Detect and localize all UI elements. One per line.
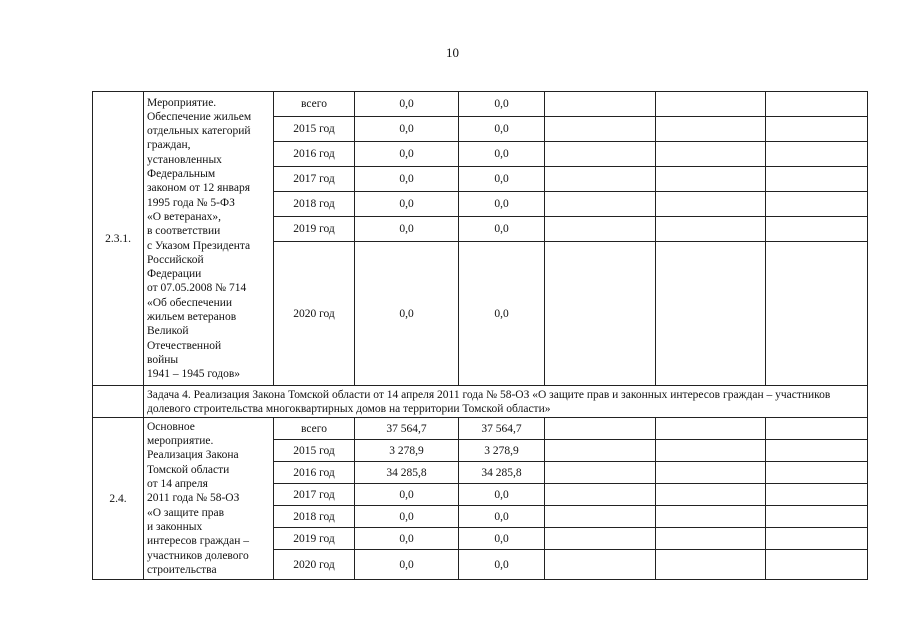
value-cell: 0,0	[459, 117, 545, 142]
item-name-line: Федеральным	[147, 168, 216, 181]
item-name-line: Томской области	[147, 463, 230, 476]
value-cell: 34 285,8	[355, 462, 459, 484]
empty-cell	[545, 117, 656, 142]
empty-cell	[545, 242, 656, 386]
item-name-line: «Об обеспечении	[147, 296, 233, 309]
year-cell: 2016 год	[274, 462, 355, 484]
value-cell: 0,0	[459, 142, 545, 167]
empty-cell	[545, 142, 656, 167]
empty-cell	[766, 418, 868, 440]
empty-cell	[656, 142, 766, 167]
item-name-line: и законных	[147, 520, 203, 533]
empty-cell	[545, 418, 656, 440]
item-name	[144, 92, 274, 386]
value-cell: 0,0	[355, 192, 459, 217]
item-name-line: «О ветеранах»,	[147, 210, 222, 223]
empty-cell	[766, 117, 868, 142]
item-name-line: 2011 года № 58-ОЗ	[147, 492, 240, 505]
year-cell: 2018 год	[274, 506, 355, 528]
empty-cell	[766, 142, 868, 167]
empty-cell	[656, 418, 766, 440]
empty-cell	[656, 117, 766, 142]
empty-cell	[545, 192, 656, 217]
value-cell: 0,0	[355, 92, 459, 117]
empty-cell	[545, 550, 656, 580]
empty-cell	[766, 192, 868, 217]
value-cell: 0,0	[355, 142, 459, 167]
year-cell: 2017 год	[274, 167, 355, 192]
empty-cell	[656, 506, 766, 528]
item-name-line: 1941 – 1945 годов»	[147, 368, 241, 381]
empty-cell	[766, 92, 868, 117]
empty-cell	[766, 528, 868, 550]
item-name-line: 1995 года № 5-ФЗ	[147, 196, 235, 209]
value-cell: 0,0	[355, 528, 459, 550]
item-name-line: от 14 апреля	[147, 478, 208, 491]
year-cell: 2016 год	[274, 142, 355, 167]
item-name-line: интересов граждан –	[147, 535, 249, 548]
page-number: 10	[446, 45, 459, 60]
year-cell: 2020 год	[274, 242, 355, 386]
value-cell: 0,0	[459, 217, 545, 242]
empty-cell	[656, 217, 766, 242]
empty-cell	[766, 484, 868, 506]
empty-cell	[545, 217, 656, 242]
item-name-line: строительства	[147, 563, 217, 576]
empty-cell	[545, 462, 656, 484]
value-cell: 0,0	[355, 484, 459, 506]
year-cell: 2015 год	[274, 117, 355, 142]
item-name-line: войны	[147, 353, 179, 366]
value-cell: 0,0	[355, 167, 459, 192]
item-name-line: жильем ветеранов	[147, 310, 237, 323]
item-name-line: в соответствии	[147, 225, 221, 238]
empty-cell	[766, 550, 868, 580]
empty-cell	[656, 528, 766, 550]
item-name-line: установленных	[147, 153, 222, 166]
item-name-line: граждан,	[147, 139, 191, 152]
item-name-line: от 07.05.2008 № 714	[147, 282, 247, 295]
item-name-line: Основное	[147, 420, 195, 433]
empty-cell	[545, 440, 656, 462]
empty-cell	[766, 242, 868, 386]
item-name-line: законом от 12 января	[147, 182, 250, 195]
value-cell: 37 564,7	[355, 418, 459, 440]
item-name-line: участников долевого	[147, 549, 249, 562]
year-cell: всего	[274, 92, 355, 117]
item-name-line: отдельных категорий	[147, 125, 251, 138]
value-cell: 0,0	[459, 506, 545, 528]
item-name-line: Федерации	[147, 268, 202, 281]
item-number: 2.4.	[93, 418, 144, 580]
value-cell: 0,0	[459, 528, 545, 550]
year-cell: 2017 год	[274, 484, 355, 506]
program-table	[92, 91, 868, 580]
value-cell: 0,0	[459, 167, 545, 192]
empty-cell	[766, 462, 868, 484]
value-cell: 0,0	[459, 242, 545, 386]
item-name-line: Российской	[147, 253, 204, 266]
value-cell: 0,0	[355, 217, 459, 242]
item-number: 2.3.1.	[93, 92, 144, 386]
empty-cell	[656, 440, 766, 462]
empty-cell	[93, 386, 144, 418]
task-row	[93, 386, 868, 418]
item-name-line: Обеспечение жильем	[147, 110, 252, 123]
item-name-line: Мероприятие.	[147, 96, 217, 109]
empty-cell	[545, 92, 656, 117]
empty-cell	[656, 192, 766, 217]
year-cell: 2019 год	[274, 528, 355, 550]
empty-cell	[766, 506, 868, 528]
value-cell: 0,0	[459, 192, 545, 217]
value-cell: 3 278,9	[459, 440, 545, 462]
value-cell: 0,0	[459, 550, 545, 580]
value-cell: 37 564,7	[459, 418, 545, 440]
empty-cell	[656, 242, 766, 386]
year-cell: 2019 год	[274, 217, 355, 242]
year-cell: 2020 год	[274, 550, 355, 580]
empty-cell	[545, 528, 656, 550]
value-cell: 34 285,8	[459, 462, 545, 484]
year-cell: 2015 год	[274, 440, 355, 462]
empty-cell	[656, 462, 766, 484]
value-cell: 0,0	[355, 117, 459, 142]
empty-cell	[656, 484, 766, 506]
item-name	[144, 418, 274, 580]
year-cell: 2018 год	[274, 192, 355, 217]
value-cell: 0,0	[355, 550, 459, 580]
table-row	[93, 92, 868, 117]
item-name-line: с Указом Президента	[147, 239, 251, 252]
empty-cell	[656, 92, 766, 117]
value-cell: 0,0	[355, 242, 459, 386]
value-cell: 3 278,9	[355, 440, 459, 462]
table-row	[93, 418, 868, 440]
value-cell: 0,0	[459, 92, 545, 117]
empty-cell	[766, 167, 868, 192]
value-cell: 0,0	[459, 484, 545, 506]
year-cell: всего	[274, 418, 355, 440]
empty-cell	[545, 484, 656, 506]
task-heading: Задача 4. Реализация Закона Томской области от 14 апреля 2011 года № 58-ОЗ «О защите прав и законных интересов граждан – участников долевого строительства многоквартирных домов на территории Томской области»	[144, 386, 868, 418]
item-name-line: «О защите прав	[147, 506, 225, 519]
item-name-line: мероприятие.	[147, 435, 214, 448]
empty-cell	[766, 217, 868, 242]
empty-cell	[545, 506, 656, 528]
item-name-line: Великой	[147, 325, 189, 338]
empty-cell	[545, 167, 656, 192]
item-name-line: Отечественной	[147, 339, 222, 352]
empty-cell	[656, 550, 766, 580]
item-name-line: Реализация Закона	[147, 449, 239, 462]
empty-cell	[656, 167, 766, 192]
empty-cell	[766, 440, 868, 462]
value-cell: 0,0	[355, 506, 459, 528]
